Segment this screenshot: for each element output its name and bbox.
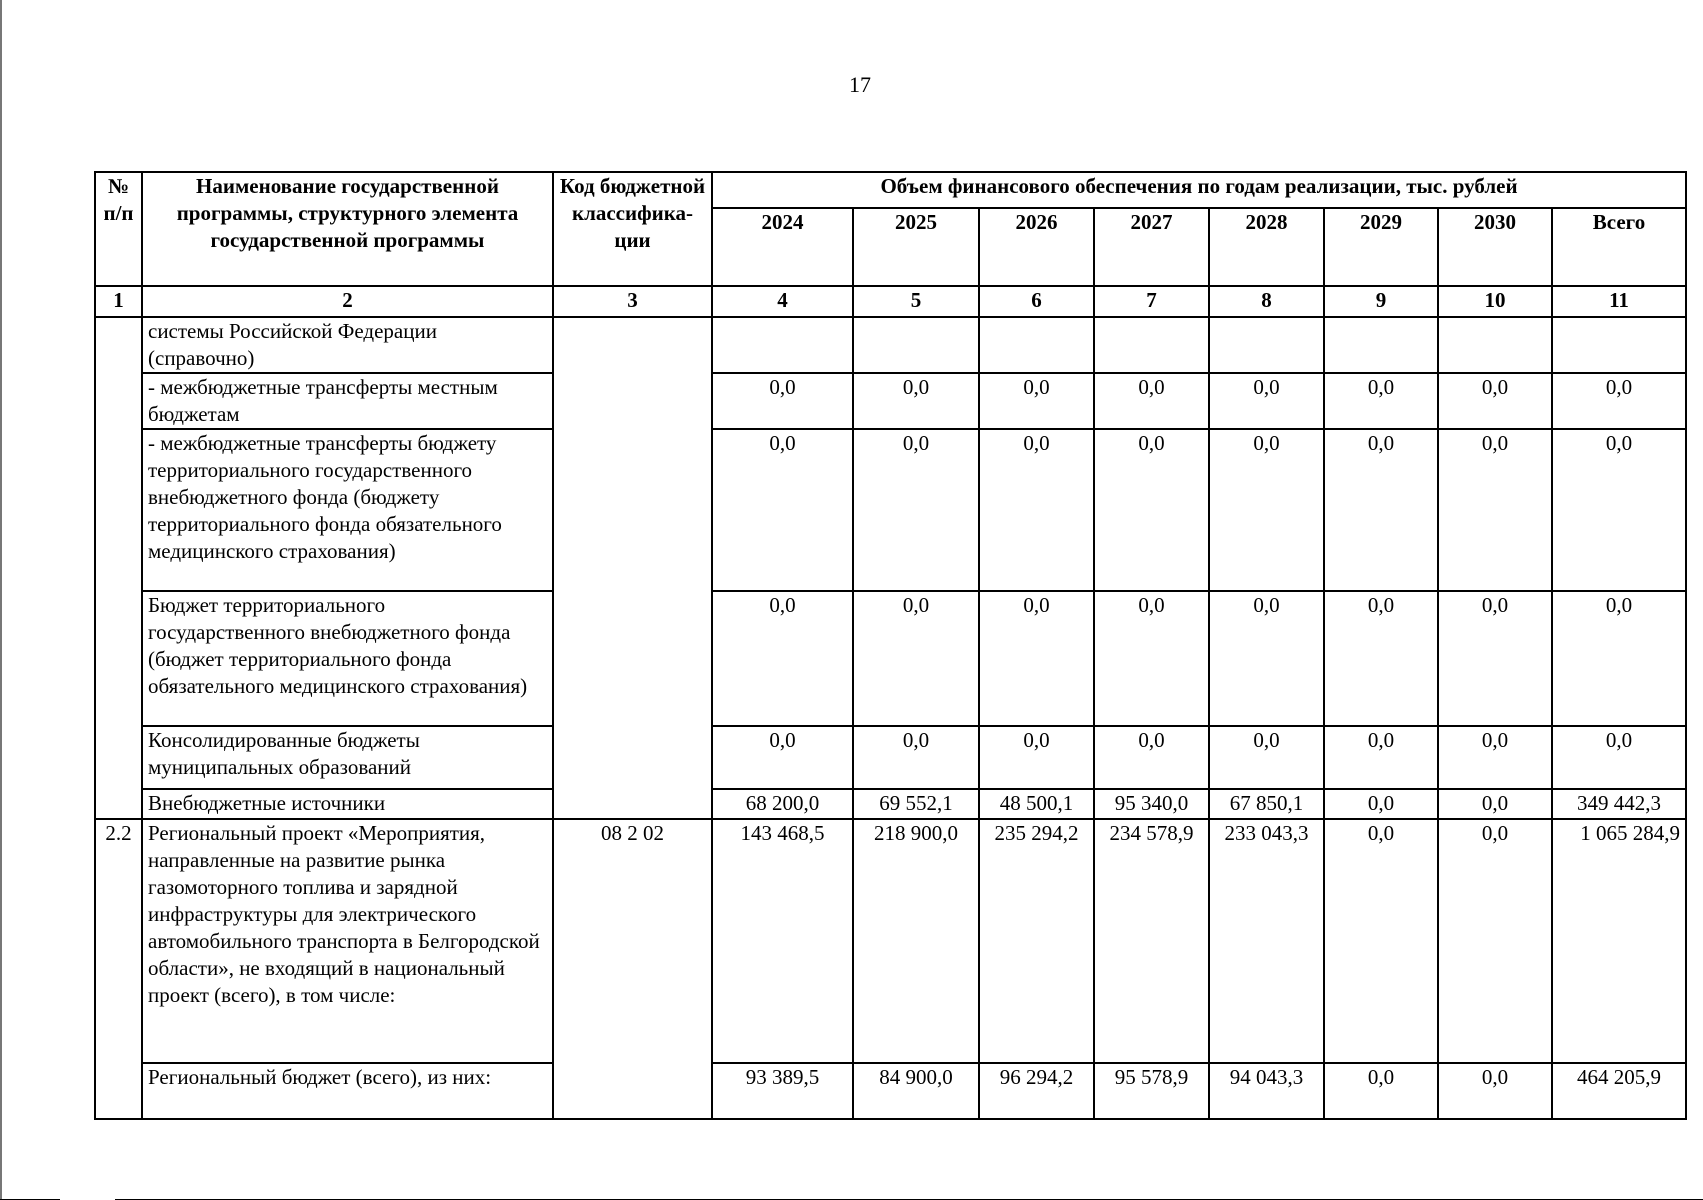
value-cell: 0,0 xyxy=(1324,429,1438,591)
header-total: Всего xyxy=(1552,208,1686,286)
row-code: 08 2 02 xyxy=(553,819,712,1119)
value-cell: 95 578,9 xyxy=(1094,1063,1209,1119)
column-number: 9 xyxy=(1324,286,1438,317)
table-row xyxy=(95,591,1686,726)
value-cell: 0,0 xyxy=(1438,819,1552,1063)
value-cell: 0,0 xyxy=(1094,591,1209,726)
value-cell: 0,0 xyxy=(1438,591,1552,726)
value-cell: 0,0 xyxy=(712,726,853,789)
value-cell xyxy=(1438,317,1552,373)
header-year: 2027 xyxy=(1094,208,1209,286)
value-cell: 1 065 284,9 xyxy=(1552,819,1686,1063)
scan-edge xyxy=(0,0,2,1200)
value-cell: 0,0 xyxy=(1209,726,1324,789)
value-cell xyxy=(712,317,853,373)
row-name: - межбюджетные трансферты местным бюджетам xyxy=(142,373,553,429)
value-cell: 84 900,0 xyxy=(853,1063,979,1119)
value-cell: 0,0 xyxy=(1438,1063,1552,1119)
value-cell: 0,0 xyxy=(1324,373,1438,429)
value-cell: 0,0 xyxy=(853,591,979,726)
value-cell: 0,0 xyxy=(1552,373,1686,429)
header-year: 2025 xyxy=(853,208,979,286)
value-cell: 0,0 xyxy=(1094,726,1209,789)
page-number: 17 xyxy=(849,72,871,97)
table-row xyxy=(95,789,1686,819)
value-cell: 0,0 xyxy=(1209,429,1324,591)
value-cell: 0,0 xyxy=(1438,429,1552,591)
value-cell: 0,0 xyxy=(1094,429,1209,591)
value-cell: 0,0 xyxy=(1324,789,1438,819)
value-cell: 69 552,1 xyxy=(853,789,979,819)
column-number: 6 xyxy=(979,286,1094,317)
row-code xyxy=(553,317,712,819)
value-cell: 235 294,2 xyxy=(979,819,1094,1063)
value-cell xyxy=(853,317,979,373)
value-cell: 0,0 xyxy=(1552,726,1686,789)
value-cell: 0,0 xyxy=(1324,1063,1438,1119)
header-year: 2029 xyxy=(1324,208,1438,286)
column-number: 11 xyxy=(1552,286,1686,317)
header-code: Код бюджетной классифика-ции xyxy=(553,172,712,286)
value-cell xyxy=(1324,317,1438,373)
value-cell: 0,0 xyxy=(1552,429,1686,591)
value-cell: 93 389,5 xyxy=(712,1063,853,1119)
column-number: 4 xyxy=(712,286,853,317)
value-cell: 0,0 xyxy=(853,726,979,789)
header-name: Наименование государственной программы, структурного элемента государственной программы xyxy=(142,172,553,286)
table-row xyxy=(95,1063,1686,1119)
value-cell: 0,0 xyxy=(1438,373,1552,429)
value-cell: 68 200,0 xyxy=(712,789,853,819)
value-cell: 67 850,1 xyxy=(1209,789,1324,819)
header-year: 2030 xyxy=(1438,208,1552,286)
value-cell: 0,0 xyxy=(1438,726,1552,789)
column-number: 3 xyxy=(553,286,712,317)
value-cell: 143 468,5 xyxy=(712,819,853,1063)
row-name: системы Российской Федерации (справочно) xyxy=(142,317,553,373)
value-cell: 0,0 xyxy=(1094,373,1209,429)
column-number: 8 xyxy=(1209,286,1324,317)
value-cell: 0,0 xyxy=(712,591,853,726)
header-no: № п/п xyxy=(95,172,142,286)
row-name: Региональный бюджет (всего), из них: xyxy=(142,1063,553,1119)
value-cell xyxy=(979,317,1094,373)
value-cell xyxy=(1094,317,1209,373)
financing-table xyxy=(94,171,1687,1120)
column-number: 7 xyxy=(1094,286,1209,317)
value-cell: 95 340,0 xyxy=(1094,789,1209,819)
value-cell: 0,0 xyxy=(712,373,853,429)
header-year: 2028 xyxy=(1209,208,1324,286)
table-row xyxy=(95,726,1686,789)
value-cell: 233 043,3 xyxy=(1209,819,1324,1063)
value-cell: 218 900,0 xyxy=(853,819,979,1063)
row-name: - межбюджетные трансферты бюджету территориального государственного внебюджетного фонда (бюджету территориального фонда обязательного медицинского страхования) xyxy=(142,429,553,591)
table-row xyxy=(95,373,1686,429)
header-year: 2026 xyxy=(979,208,1094,286)
value-cell: 0,0 xyxy=(1552,591,1686,726)
value-cell: 0,0 xyxy=(1209,373,1324,429)
value-cell: 0,0 xyxy=(1438,789,1552,819)
value-cell: 0,0 xyxy=(979,591,1094,726)
column-number: 1 xyxy=(95,286,142,317)
value-cell: 0,0 xyxy=(1324,591,1438,726)
value-cell: 234 578,9 xyxy=(1094,819,1209,1063)
value-cell: 96 294,2 xyxy=(979,1063,1094,1119)
value-cell: 0,0 xyxy=(979,726,1094,789)
row-number xyxy=(95,317,142,819)
row-number: 2.2 xyxy=(95,819,142,1119)
value-cell: 0,0 xyxy=(1209,591,1324,726)
row-name: Внебюджетные источники xyxy=(142,789,553,819)
value-cell: 94 043,3 xyxy=(1209,1063,1324,1119)
value-cell xyxy=(1552,317,1686,373)
row-name: Бюджет территориального государственного внебюджетного фонда (бюджет территориального фонда обязательного медицинского страхования) xyxy=(142,591,553,726)
value-cell: 48 500,1 xyxy=(979,789,1094,819)
column-number: 2 xyxy=(142,286,553,317)
value-cell: 0,0 xyxy=(1324,726,1438,789)
value-cell: 0,0 xyxy=(979,429,1094,591)
value-cell: 464 205,9 xyxy=(1552,1063,1686,1119)
value-cell: 0,0 xyxy=(1324,819,1438,1063)
value-cell: 0,0 xyxy=(853,373,979,429)
value-cell: 349 442,3 xyxy=(1552,789,1686,819)
value-cell: 0,0 xyxy=(853,429,979,591)
table-row xyxy=(95,317,1686,373)
table-row xyxy=(95,819,1686,1063)
header-funding: Объем финансового обеспечения по годам реализации, тыс. рублей xyxy=(712,172,1686,208)
column-number: 10 xyxy=(1438,286,1552,317)
table-row xyxy=(95,429,1686,591)
row-name: Консолидированные бюджеты муниципальных образований xyxy=(142,726,553,789)
value-cell: 0,0 xyxy=(712,429,853,591)
value-cell xyxy=(1209,317,1324,373)
column-number: 5 xyxy=(853,286,979,317)
row-name: Региональный проект «Мероприятия, направленные на развитие рынка газомоторного топлива и зарядной инфраструктуры для электрического автомобильного транспорта в Белгородской области», не входящий в национальный проект (всего), в том числе: xyxy=(142,819,553,1063)
value-cell: 0,0 xyxy=(979,373,1094,429)
header-year: 2024 xyxy=(712,208,853,286)
